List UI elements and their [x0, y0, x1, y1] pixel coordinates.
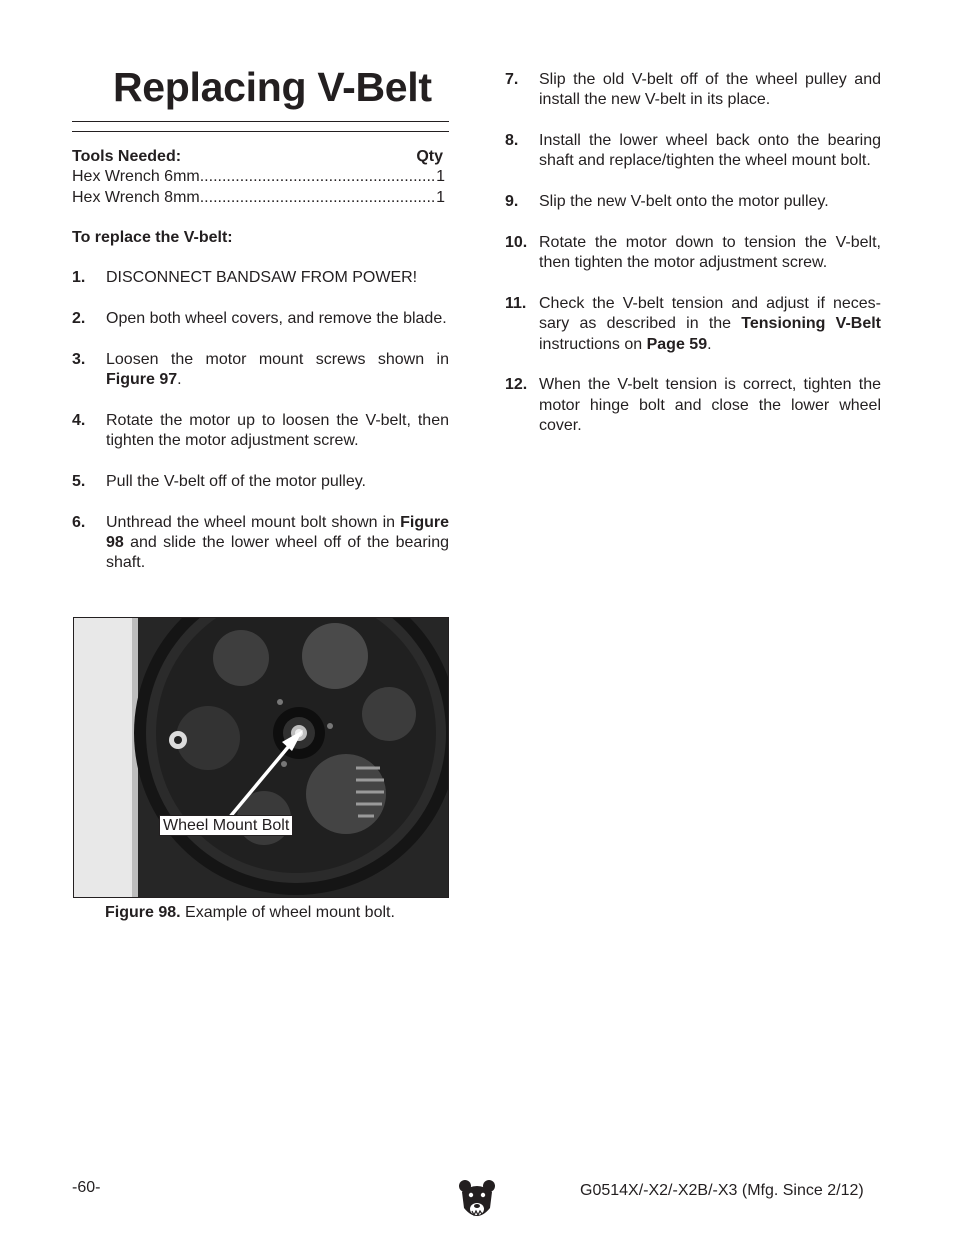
step-text [106, 309, 449, 329]
left-column [72, 147, 449, 594]
page-title: Replacing V-Belt [113, 64, 432, 110]
right-column [505, 70, 881, 457]
step-text [106, 268, 449, 288]
step-text [539, 70, 881, 111]
step-number: 11. [505, 295, 527, 313]
step-item [505, 192, 881, 212]
step-number: 12. [505, 376, 528, 394]
step-text-run: When the V-belt tension is correct, tighten the motor hinge bolt and close the lower wheel cover. [539, 376, 881, 435]
step-text [539, 375, 881, 436]
step-item [505, 294, 881, 355]
steps-list-right [505, 70, 881, 436]
step-text-run: Slip the old V-belt off of the wheel pulley and install the new V-belt in its place. [539, 71, 881, 109]
step-text-run: instructions on [539, 335, 647, 353]
step-number: 6. [72, 513, 86, 531]
step-text-run: Rotate the motor up to loosen the V-belt, then tighten the motor adjustment screw. [106, 411, 449, 450]
step-text-run: Unthread the wheel mount bolt shown in [106, 513, 401, 531]
step-item [72, 513, 449, 574]
step-number: 10. [505, 233, 528, 251]
step-item [505, 131, 881, 172]
figure-caption-label: Figure 98. [105, 904, 181, 921]
tools-header-qty: Qty [416, 148, 443, 165]
step-number: 2. [72, 309, 86, 327]
step-text-bold: Figure 98 [106, 513, 449, 552]
step-text-run: Open both wheel covers, and remove the blade. [106, 309, 447, 327]
step-text [539, 131, 881, 172]
procedure-heading: To replace the V-belt: [72, 228, 233, 246]
step-number: 5. [72, 472, 86, 490]
title-rule-top [72, 121, 449, 122]
step-item [72, 411, 449, 452]
tool-name: Hex Wrench 8mm [72, 188, 200, 206]
figure-callout-label: Wheel Mount Bolt [159, 815, 293, 836]
step-text [106, 472, 449, 492]
step-text-run: Loosen the motor mount screws shown in [106, 350, 449, 368]
step-item [505, 233, 881, 274]
leader-dots [200, 188, 436, 208]
tool-item [72, 167, 449, 187]
step-text-bold: Tensioning V-Belt [741, 315, 881, 333]
step-number: 7. [505, 71, 519, 88]
title-rule-bottom [72, 131, 449, 132]
step-text [539, 192, 881, 212]
step-text-bold: Page 59 [646, 335, 708, 353]
step-text-run: . [177, 371, 182, 389]
tools-header [72, 147, 449, 167]
step-number: 8. [505, 132, 519, 150]
model-number: G0514X/-X2/-X2B/-X3 (Mfg. Since 2/12) [580, 1182, 864, 1199]
figure-caption [105, 903, 395, 923]
grizzly-bear-logo-icon [458, 1178, 496, 1227]
step-item [505, 70, 881, 111]
step-item [72, 472, 449, 492]
tools-header-label: Tools Needed: [72, 148, 182, 165]
tool-qty: 1 [436, 168, 445, 186]
step-text-run: Install the lower wheel back onto the bearing shaft and replace/tighten the wheel mount bolt. [539, 132, 881, 170]
step-text [539, 233, 881, 274]
figure-caption-text: Example of wheel mount bolt. [180, 904, 395, 921]
step-text-run: DISCONNECT BANDSAW FROM POWER! [106, 269, 418, 287]
step-item [72, 309, 449, 329]
step-text-bold: Figure 97 [106, 371, 178, 389]
figure-98-photo [73, 617, 449, 898]
tool-name: Hex Wrench 6mm [72, 168, 200, 186]
leader-dots [200, 167, 436, 187]
step-item [72, 350, 449, 391]
step-text-run: Slip the new V-belt onto the motor pulley. [539, 193, 829, 211]
step-number: 9. [505, 193, 519, 211]
tool-item [72, 188, 449, 208]
step-text [539, 294, 881, 355]
step-text-run: Pull the V-belt off of the motor pulley. [106, 472, 366, 490]
step-item [72, 268, 449, 288]
step-text [106, 411, 449, 452]
page-number: -60- [72, 1179, 101, 1196]
step-text-run: Check the V-belt tension and adjust if neces-sary as described in the [539, 295, 881, 333]
step-text [106, 350, 449, 391]
tool-qty: 1 [436, 188, 445, 206]
step-number: 3. [72, 350, 86, 368]
step-text [106, 513, 449, 574]
step-text-run: . [707, 335, 712, 353]
step-item [505, 375, 881, 436]
wheel-illustration [74, 618, 448, 897]
step-number: 1. [72, 269, 86, 287]
step-text-run: and slide the lower wheel off of the bearing shaft. [106, 534, 449, 572]
steps-list-left [72, 268, 449, 573]
step-number: 4. [72, 411, 86, 429]
step-text-run: Rotate the motor down to tension the V-belt, then tighten the motor adjustment screw. [539, 233, 881, 272]
